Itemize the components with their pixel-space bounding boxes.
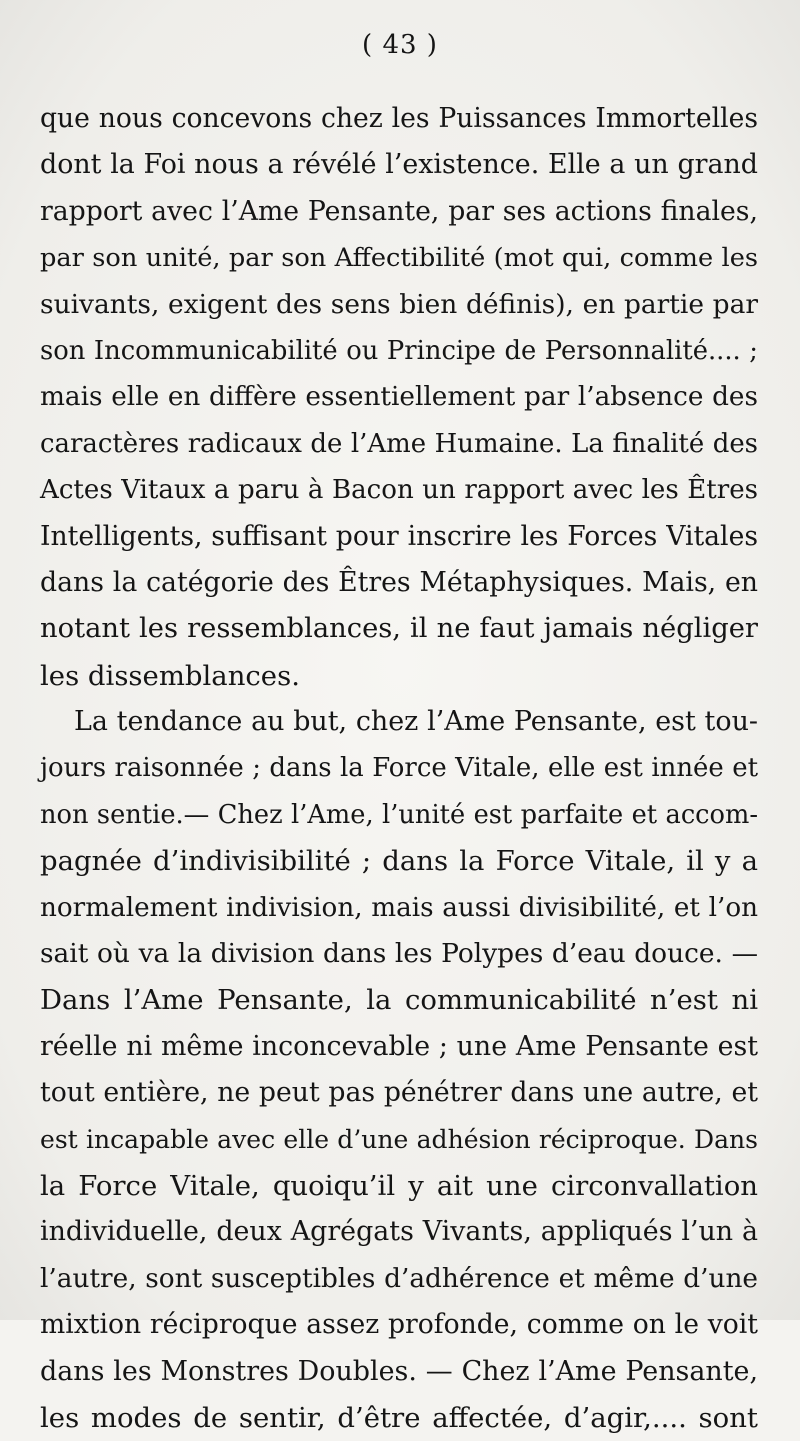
text-line: notant les ressemblances, il ne faut jamais négliger <box>40 613 758 645</box>
text-line: mixtion réciproque assez profonde, comme on le voit <box>40 1309 758 1341</box>
text-line: que nous concevons chez les Puissances Immortelles <box>40 103 758 134</box>
text-line: individuelle, deux Agrégats Vivants, appliqués l’un à <box>40 1216 758 1248</box>
text-line: réelle ni même inconcevable ; une Ame Pensante est <box>40 1030 758 1062</box>
text-line: suivants, exigent des sens bien définis), en partie par <box>40 288 758 320</box>
text-line: jours raisonnée ; dans la Force Vitale, elle est innée et <box>40 753 758 784</box>
text-line: dans la catégorie des Êtres Métaphysiques. Mais, en <box>40 566 758 598</box>
text-line: non sentie.— Chez l’Ame, l’unité est parfaite et accom- <box>40 799 758 830</box>
text-line: caractères radicaux de l’Ame Humaine. La finalité des <box>40 428 758 459</box>
paragraph-start-line: La tendance au but, chez l’Ame Pensante, est tou- <box>74 706 758 738</box>
text-line: la Force Vitale, quoiqu’il y ait une circonvallation <box>40 1169 758 1202</box>
text-line: par son unité, par son Affectibilité (mot qui, comme les <box>40 243 758 274</box>
page-number: ( 43 ) <box>362 30 438 60</box>
paragraph-end-line: les dissemblances. <box>40 659 300 692</box>
text-line: sait où va la division dans les Polypes d’eau douce. — <box>40 938 758 970</box>
text-line: l’autre, sont susceptibles d’adhérence et même d’une <box>40 1263 758 1294</box>
body-text <box>40 96 758 1441</box>
text-line: tout entière, ne peut pas pénétrer dans une autre, et <box>40 1077 758 1109</box>
text-line: dans les Monstres Doubles. — Chez l’Ame Pensante, <box>40 1355 758 1387</box>
text-line: son Incommunicabilité ou Principe de Personnalité.... ; <box>40 335 758 366</box>
text-line: normalement indivision, mais aussi divisibilité, et l’on <box>40 892 758 923</box>
text-line: Actes Vitaux a paru à Bacon un rapport avec les Êtres <box>40 475 758 506</box>
text-line: les modes de sentir, d’être affectée, d’agir,.... sont <box>40 1401 758 1434</box>
text-line: est incapable avec elle d’une adhésion réciproque. Dans <box>40 1124 758 1154</box>
text-line: Dans l’Ame Pensante, la communicabilité n’est ni <box>40 984 758 1017</box>
text-line: Intelligents, suffisant pour inscrire les Forces Vitales <box>40 520 758 552</box>
text-line: pagnée d’indivisibilité ; dans la Force Vitale, il y a <box>40 845 758 878</box>
text-line: mais elle en diffère essentiellement par l’absence des <box>40 382 758 413</box>
text-line: dont la Foi nous a révélé l’existence. Elle a un grand <box>40 149 758 181</box>
text-line: rapport avec l’Ame Pensante, par ses actions finales, <box>40 195 758 227</box>
